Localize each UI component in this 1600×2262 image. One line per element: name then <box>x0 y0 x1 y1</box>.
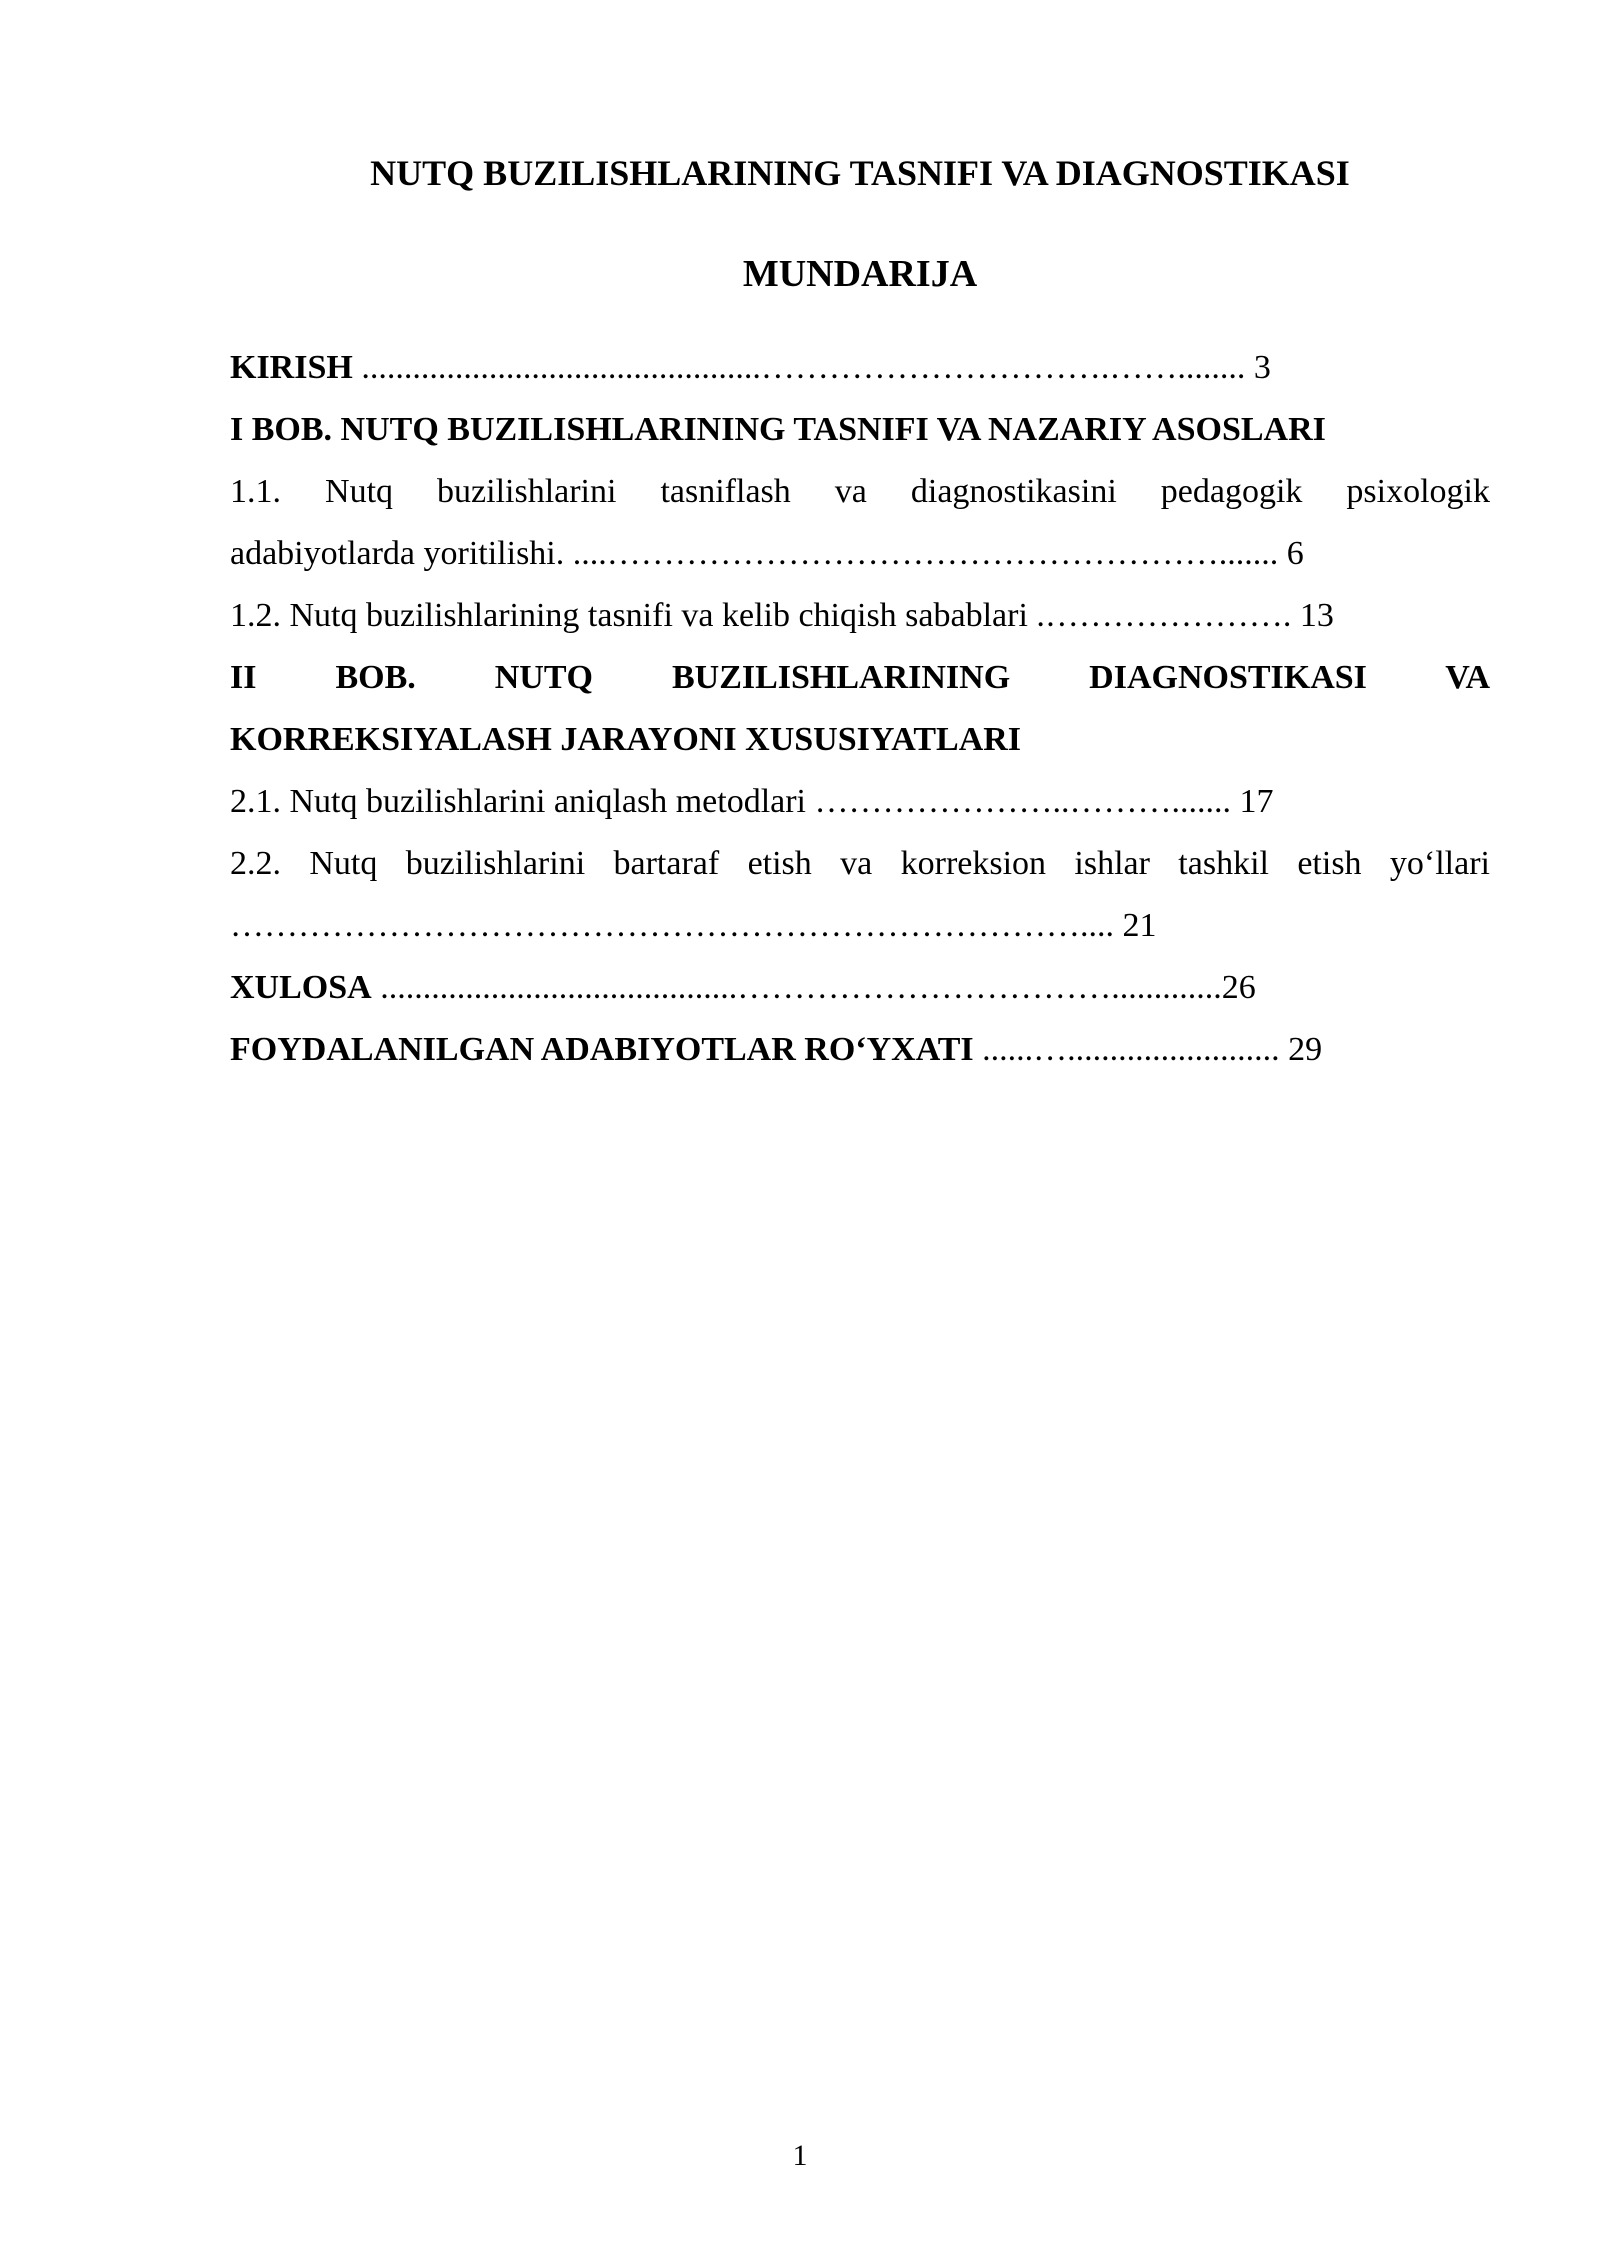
toc-entry-1-2-text: 1.2. Nutq buzilishlarining tasnifi va kelib chiqish sabablari .…………………. <box>230 597 1292 634</box>
toc-entry-1-2-page: 13 <box>1291 597 1334 634</box>
toc-chapter-2-line-2[interactable]: KORREKSIYALASH JARAYONI XUSUSIYATLARI <box>230 721 1022 758</box>
toc-heading: MUNDARIJA <box>742 253 978 295</box>
toc-entry-conclusion-label: XULOSA <box>230 969 372 1006</box>
toc-entry-2-1[interactable] <box>230 771 1490 833</box>
toc-entry-2-2-page: 21 <box>1114 907 1157 944</box>
toc-entry-references[interactable] <box>230 1019 1490 1081</box>
toc-entry-references-page: 29 <box>1279 1031 1323 1068</box>
toc-entry-conclusion-leader: ..........................................……………………………............. <box>371 969 1222 1006</box>
toc-entry-intro-label: KIRISH <box>230 349 353 386</box>
toc-entry-2-1-page: 17 <box>1231 783 1274 820</box>
toc-entry-conclusion[interactable] <box>230 957 1490 1019</box>
toc-entry-2-1-text: 2.1. Nutq buzilishlarini aniqlash metodlari …………………..………....... <box>230 783 1232 820</box>
toc-chapter-1-title[interactable]: I BOB. NUTQ BUZILISHLARINING TASNIFI VA NAZARIY ASOSLARI <box>230 411 1326 448</box>
toc-entry-1-1-page: 6 <box>1278 535 1304 572</box>
toc-entry-intro-page: 3 <box>1253 349 1271 386</box>
toc-entry-2-2-line-1[interactable]: 2.2. Nutq buzilishlarini bartaraf etish va korreksion ishlar tashkil etish yo‘llari <box>230 845 1490 882</box>
toc-entry-2-2-text: ………………………………………………………………….... <box>230 907 1114 944</box>
toc-entry-1-1-line-2[interactable] <box>230 523 1490 585</box>
toc-entry-1-1-text: adabiyotlarda yoritilishi. ....………………………………………………....... <box>230 535 1279 572</box>
toc-entry-2-2-line-2[interactable] <box>230 895 1490 957</box>
table-of-contents <box>230 337 1490 1081</box>
toc-entry-intro[interactable] <box>230 337 1490 399</box>
toc-entry-1-2[interactable] <box>230 585 1490 647</box>
toc-entry-references-label: FOYDALANILGAN ADABIYOTLAR RO‘YXATI <box>230 1031 974 1068</box>
toc-chapter-2-line-1[interactable]: II BOB. NUTQ BUZILISHLARINING DIAGNOSTIKASI VA <box>230 659 1490 696</box>
toc-entry-references-leader: ......…......................... <box>973 1031 1280 1068</box>
page-number: 1 <box>792 2139 808 2172</box>
toc-entry-conclusion-page: 26 <box>1221 969 1256 1006</box>
toc-entry-1-1-line-1[interactable]: 1.1. Nutq buzilishlarini tasniflash va diagnostikasini pedagogik psixologik <box>230 473 1490 510</box>
toc-entry-intro-leader: ...............................................………………………….……........ <box>352 349 1254 386</box>
document-title: NUTQ BUZILISHLARINING TASNIFI VA DIAGNOSTIKASI <box>370 153 1350 193</box>
